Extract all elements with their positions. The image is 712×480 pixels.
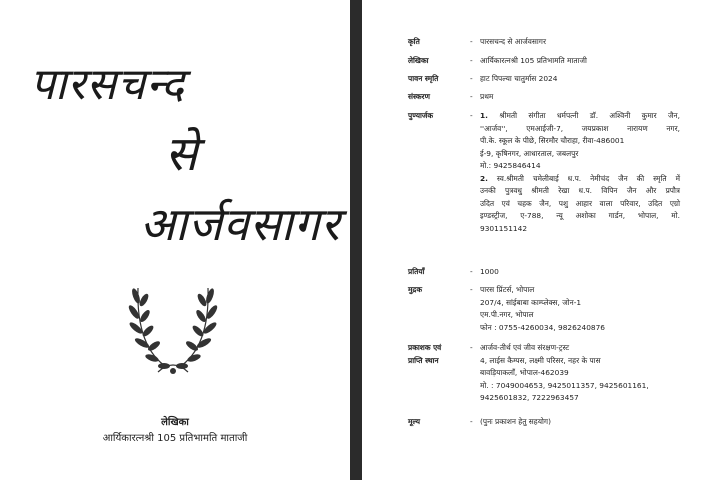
author-label: लेखिका [161, 417, 189, 428]
imprint-label: प्रकाशक एवं प्राप्ति स्थान [408, 343, 442, 365]
imprint-value [480, 342, 680, 405]
title-line-1: पारसचन्द [30, 59, 186, 110]
title-line-2: से [165, 126, 199, 182]
author-name: आर्यिकारत्नश्री 105 प्रतिभामति माताजी [102, 433, 248, 444]
imprint-label: संस्करण [408, 92, 430, 101]
imprint-value [480, 284, 680, 334]
donor-1-line: 1. श्रीमती संगीता धर्मपत्नी डॉ. अश्विनी कुमार जैन, [480, 111, 680, 120]
imprint-dash: - [470, 417, 473, 426]
title-line-3: आर्जवसागर [140, 197, 341, 251]
donor-2-line: 9301151142 [480, 223, 528, 233]
printer-line: फोन : 0755-4260034, 9826240876 [480, 322, 606, 332]
donor-1-number: 1. [480, 111, 488, 120]
publisher-line: आर्जव-तीर्थ एवं जीव संरक्षण-ट्रस्ट [480, 343, 570, 352]
imprint-dash: - [470, 37, 473, 46]
donor-2-line: उदित एवं चहक जैन, पशु आहार वाला परिवार, उदित एग्रो [480, 198, 680, 208]
imprint-label: मुद्रक [408, 285, 423, 294]
imprint-label: लेखिका [408, 56, 429, 65]
publisher-line: 9425601832, 7222963457 [480, 393, 579, 402]
page-divider [350, 0, 362, 480]
imprint-label: प्रतियाँ [408, 267, 425, 276]
imprint-page [362, 0, 712, 480]
donor-1-line: ''आर्जव'', एमआईजी-7, जयप्रकाश नारायण नगर, [480, 123, 680, 133]
imprint-value: आर्यिकारत्नश्री 105 प्रतिभामति माताजी [480, 56, 587, 65]
donor-1-line: मो.: 9425846414 [480, 161, 541, 170]
imprint-dash: - [470, 92, 473, 101]
donor-1-line: ई-9, कृषिनगर, आधारताल, जबलपुर [480, 148, 579, 158]
printer-line: पारस प्रिंटर्स, भोपाल [480, 285, 535, 294]
imprint-label: कृति [408, 37, 420, 46]
imprint-dash: - [470, 285, 473, 294]
imprint-value: (पुनः प्रकाशन हेतु सहयोग) [480, 417, 551, 426]
imprint-dash: - [470, 56, 473, 65]
cover-page [0, 0, 350, 480]
donor-2-number: 2. [480, 173, 488, 183]
laurel-wreath-icon [118, 278, 228, 378]
publisher-line: बावड़ियाकलाँ, भोपाल-462039 [480, 368, 569, 377]
imprint-dash: - [470, 74, 473, 83]
imprint-dash: - [470, 267, 473, 276]
publisher-line: 4, लाईस कैम्पस, लक्ष्मी परिसर, नहर के पास [480, 355, 601, 365]
imprint-label: मूल्य [408, 417, 421, 426]
printer-line: एम.पी.नगर, भोपाल [480, 310, 534, 319]
donor-2-line: 2. स्व.श्रीमती चमेलीबाई ध.प. नेमीचंद जैन की स्मृति में [480, 173, 680, 183]
donor-2-line: उनकी पुत्रवधु श्रीमती रेखा ध.प. विपिन जैन और प्रपौत्र [480, 186, 680, 195]
printer-line: 207/4, सांईबाबा काम्प्लेक्स, जोन-1 [480, 297, 582, 307]
imprint-value: 1000 [480, 267, 499, 276]
imprint-label: पुण्यार्जक [408, 111, 434, 120]
imprint-value: हाट पिपल्या चातुर्मास 2024 [480, 74, 558, 83]
publisher-line: मो. : 7049004653, 9425011357, 9425601161, [480, 380, 649, 390]
donor-2-line: इण्डस्ट्रीज, ए-788, न्यू अशोका गार्डन, भोपाल, मो. [480, 211, 680, 220]
imprint-dash: - [470, 111, 473, 120]
imprint-value [480, 110, 680, 235]
donor-1-line: पी.के. स्कूल के पीछे, सिरमौर चौराहा, रीवा-486001 [480, 136, 625, 145]
imprint-dash: - [470, 343, 473, 352]
imprint-value: पारसचन्द से आर्जवसागर [480, 37, 546, 46]
imprint-value: प्रथम [480, 92, 494, 101]
imprint-label: पावन स्मृति [408, 74, 439, 83]
